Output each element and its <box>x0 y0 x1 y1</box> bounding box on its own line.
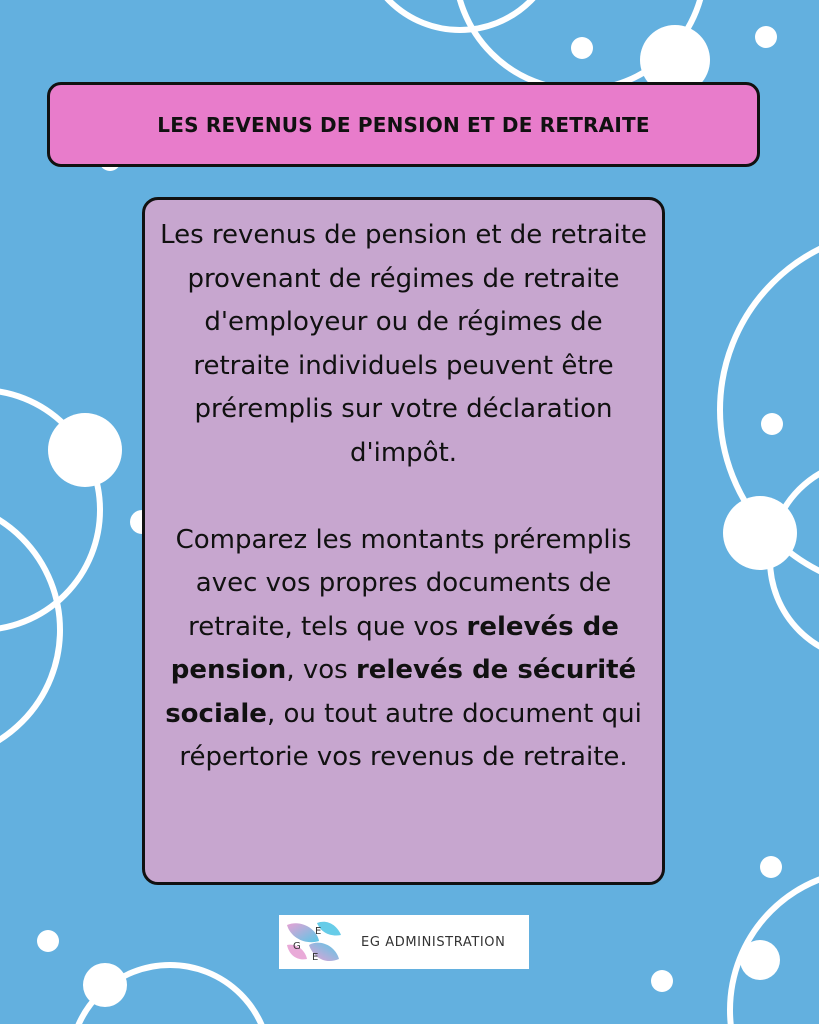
paragraph-intro: Comparez les montants préremplis avec vos propres documents de retraite, tels que vos <box>175 524 632 642</box>
highlight-social-security-statements: relevés de sécurité sociale <box>165 655 637 729</box>
logo-letter-e-bottom: E <box>312 952 319 963</box>
eg-administration-logo-icon <box>279 915 349 969</box>
logo-letter-e-top: E <box>315 926 322 937</box>
decor-ring-left-2 <box>0 500 60 760</box>
decor-dot <box>755 26 777 48</box>
content-card <box>142 197 665 885</box>
decor-dot <box>651 970 673 992</box>
title-banner <box>47 82 760 167</box>
decor-dot <box>83 963 127 1007</box>
paragraph-outro: , ou tout autre document qui répertorie vos revenus de retraite. <box>179 698 642 772</box>
paragraph-middle: , vos <box>286 655 356 685</box>
brand-name: EG ADMINISTRATION <box>361 934 506 950</box>
decor-dot <box>761 413 783 435</box>
highlight-pension-statements: relevés de pension <box>170 611 619 685</box>
decor-dot <box>571 37 593 59</box>
paragraph-compare-amounts <box>153 519 654 780</box>
decor-dot <box>37 930 59 952</box>
decor-dot <box>760 856 782 878</box>
decor-dot <box>48 413 122 487</box>
brand-logo <box>279 915 529 969</box>
page-title: LES REVENUS DE PENSION ET DE RETRAITE <box>157 112 650 137</box>
decor-dot <box>740 940 780 980</box>
paragraph-prefill-info: Les revenus de pension et de retraite provenant de régimes de retraite d'employeur ou de régimes de retraite individuels peuvent être préremplis sur votre déclaration d'impôt. <box>160 220 647 468</box>
paragraph-spacer <box>153 475 654 519</box>
decor-dot <box>723 496 797 570</box>
logo-letter-g: G <box>293 941 301 952</box>
